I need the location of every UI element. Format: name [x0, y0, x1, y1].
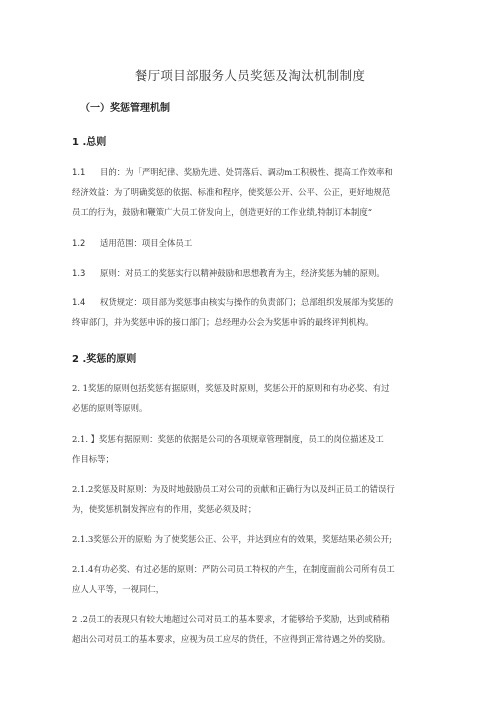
paragraph-1-3: [72, 263, 432, 283]
paragraph-line: 应人人平等，一视同仁，: [72, 584, 165, 594]
paragraph-2-1-1: [72, 429, 432, 469]
paragraph-line: [72, 292, 432, 312]
paragraph-line: 员工的行为，鼓励和鞭策广大员工侪发向上，创造更好的工作业绩,特制订本制度“: [72, 207, 373, 217]
document-title: 餐厅项目部服务人员奖惩及淘汰机制制度: [134, 68, 366, 83]
subsection-heading-principles: 2 .奖惩的原则: [72, 354, 137, 365]
paragraph-1-4: [72, 292, 432, 332]
paragraph-line: 2. 1奖惩的原则包括奖惩有据原则，奖惩及时原则，奖惩公开的原则和有功必奖、有过: [72, 383, 390, 393]
clause-number: 1.1: [72, 167, 86, 177]
clause-number: 1.4: [72, 297, 86, 307]
paragraph-text: 适用范围：项目全体员工: [100, 238, 193, 248]
paragraph-line: 经济效益：为了明确奖惩的依据、标准和程序，使奖惩公开、公平、公正，更好地规范: [72, 187, 391, 197]
paragraph-2-2: [72, 609, 432, 649]
paragraph-2-1-3: [72, 529, 432, 549]
paragraph-line: 2.1. 】奖惩有据原则：奖惩的依据是公司的各项规章管理制度，员工的岗位描述及工: [72, 434, 384, 444]
paragraph-line: 2.1.4有功必奖、有过必惩的原则：严防公司员工特权的产生，在制度面前公司所有员工: [72, 564, 395, 574]
paragraph-line: 必惩的原则等原则。: [72, 403, 148, 413]
paragraph-2-1: [72, 378, 432, 418]
section-heading: （一）奖惩管理机制: [80, 103, 170, 114]
paragraph-text: 目的：为「严明纪律、奖励先进、处罚落后、调动m工积极性、提高工作效率和: [100, 167, 393, 177]
clause-number: 1.3: [72, 268, 86, 278]
paragraph-2-1-4: [72, 559, 432, 599]
paragraph-2-1-2: [72, 479, 432, 519]
paragraph-line: 超出公司对员工的基本要求，应视为员工应尽的货任，不应得到正常待遇之外的奖励。: [72, 634, 391, 644]
paragraph-1-2: [72, 233, 432, 253]
paragraph-line: 终审部门，并为奖惩申诉的接口部门；总经理办公会为奖惩申诉的最终评判机构。: [72, 317, 374, 327]
paragraph-line: 2 .2员工的表现只有较大地超过公司对员工的基本要求，才能够给予奖励，达到或稍稍: [72, 614, 390, 624]
paragraph-line: [72, 263, 432, 283]
clause-number: 1.2: [72, 238, 86, 248]
subsection-heading-general: 1 .总则: [72, 137, 107, 148]
paragraph-line: 作目标等；: [72, 454, 114, 464]
paragraph-line: 2.1.3奖惩公开的原贻 为了使奖惩公正、公平，并达到应有的效果，奖惩结果必须公开;: [72, 534, 392, 544]
paragraph-line: 2.1.2奖惩及时原则：为及时地鼓励员工对公司的贡献和正确行为以及纠正员工的错误行: [72, 484, 395, 494]
paragraph-text: 原则：对员工的奖惩实行以精神鼓励和思想教育为主，经济奖惩为辅的原则。: [100, 268, 385, 278]
paragraph-line: [72, 162, 432, 182]
paragraph-1-1: [72, 162, 432, 222]
paragraph-line: 为，使奖惩机制发挥应有的作用，奖惩必须及时；: [72, 504, 257, 514]
paragraph-text: 权货规定：项目部为奖惩事由核实与操作的负责部门；总部组织发展部为奖惩的: [100, 297, 394, 307]
paragraph-line: [72, 233, 432, 253]
